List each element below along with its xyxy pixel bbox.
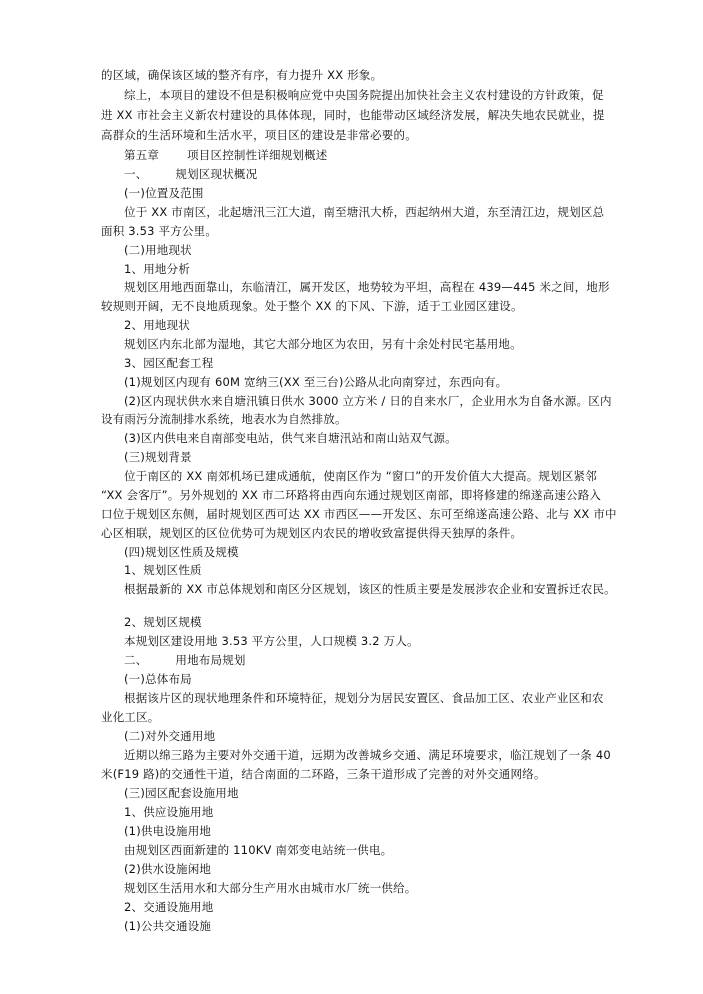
paragraph-line: 综上，本项目的建设不但是积极响应党中央国务院提出加快社会主义农村建设的方针政策，促 [124,88,604,102]
paragraph-line: (1)规划区内现有 60M 宽纳三(XX 至三台)公路从北向南穿过，东西向有。 [124,375,508,389]
paragraph-line: 面积 3.53 平方公里。 [101,224,218,238]
item-heading: (1)供电设施用地 [124,824,212,838]
paragraph-line: 进 XX 市社会主义新农村建设的具体体现，同时，也能带动区域经济发展，解决失地农民就业，提 [101,108,605,122]
paragraph-line: 心区相联，规划区的区位优势可为规划区内农民的增收致富提供得天独厚的条件。 [101,526,523,540]
paragraph-line: 规划区内东北部为湿地，其它大部分地区为农田，另有十余处村民宅基用地。 [124,337,522,351]
paragraph-line: 业化工区。 [101,710,160,724]
section-heading: 一、 规划区现状概况 [124,167,258,181]
paragraph-line: 近期以绵三路为主要对外交通干道，远期为改善城乡交通、满足环境要求，临江规划了一条 40 [124,748,611,762]
subsection-heading: (一)位置及范围 [124,186,204,200]
subsection-heading: (一)总体布局 [124,672,192,686]
subsection-heading: (四)规划区性质及规模 [124,545,239,559]
paragraph-line: 较规则开阔，无不良地质现象。处于整个 XX 的下风、下游，适于工业园区建设。 [101,299,523,313]
paragraph-line: “XX 会客厅”。另外规划的 XX 市二环路将由西向东通过规划区南部，即将修建的绵遂高速公路入 [101,488,602,502]
item-heading: 2、用地现状 [124,318,191,332]
item-heading: 1、供应设施用地 [124,805,214,819]
item-heading: 3、园区配套工程 [124,356,214,370]
paragraph-line: 设有雨污分流制排水系统，地表水为自然排放。 [101,412,347,426]
paragraph-line: 高群众的生活环境和生活水平，项目区的建设是非常必要的。 [101,128,417,142]
paragraph-line: (2)区内现状供水来自塘汛镇日供水 3000 立方米 / 日的自来水厂，企业用水为自备水源。区内 [124,394,612,408]
paragraph-line: 口位于规划区东侧，届时规划区西可达 XX 市西区——开发区、东可至绵遂高速公路、北与 XX 市中 [101,507,617,521]
paragraph-line: 根据最新的 XX 市总体规划和南区分区规划，该区的性质主要是发展涉农企业和安置拆迁农民。 [124,582,616,596]
subsection-heading: (二)对外交通用地 [124,729,216,743]
paragraph-line: 位于 XX 市南区，北起塘汛三江大道，南至塘汛大桥，西起纳州大道，东至清江边，规划区总 [124,205,605,219]
subsection-heading: (三)规划背景 [124,450,192,464]
chapter-heading: 第五章 项目区控制性详细规划概述 [124,148,328,162]
paragraph-line: 规划区生活用水和大部分生产用水由城市水厂统一供给。 [124,881,417,895]
paragraph-line: 本规划区建设用地 3.53 平方公里，人口规模 3.2 万人。 [124,634,419,648]
item-heading: 1、用地分析 [124,262,191,276]
subsection-heading: (二)用地现状 [124,243,192,257]
section-heading: 二、 用地布局规划 [124,653,246,667]
paragraph-line: 位于南区的 XX 南郊机场已建成通航，使南区作为 “窗口”的开发价值大大提高。规划区紧邻 [124,469,597,483]
paragraph-line: 的区域，确保该区域的整齐有序，有力提升 XX 形象。 [101,68,383,82]
paragraph-line: 米(F19 路)的交通性干道，结合南面的二环路，三条干道形成了完善的对外交通网络。 [101,767,546,781]
paragraph-line: 由规划区西面新建的 110KV 南郊变电站统一供电。 [124,843,393,857]
item-heading: 2、交通设施用地 [124,900,214,914]
paragraph-line: (3)区内供电来自南部变电站，供气来自塘汛站和南山站双气源。 [124,431,457,445]
item-heading: (2)供水设施闲地 [124,862,212,876]
paragraph-line: 根据该片区的现状地理条件和环境特征，规划分为居民安置区、食品加工区、农业产业区和农 [124,691,604,705]
subsection-heading: (三)园区配套设施用地 [124,786,239,800]
paragraph-line: 规划区用地西面靠山，东临清江，属开发区，地势较为平坦，高程在 439—445 米之间，地形 [124,280,610,294]
item-heading: 1、规划区性质 [124,563,202,577]
item-heading: 2、规划区规模 [124,615,202,629]
item-heading: (1)公共交通设施 [124,919,212,933]
